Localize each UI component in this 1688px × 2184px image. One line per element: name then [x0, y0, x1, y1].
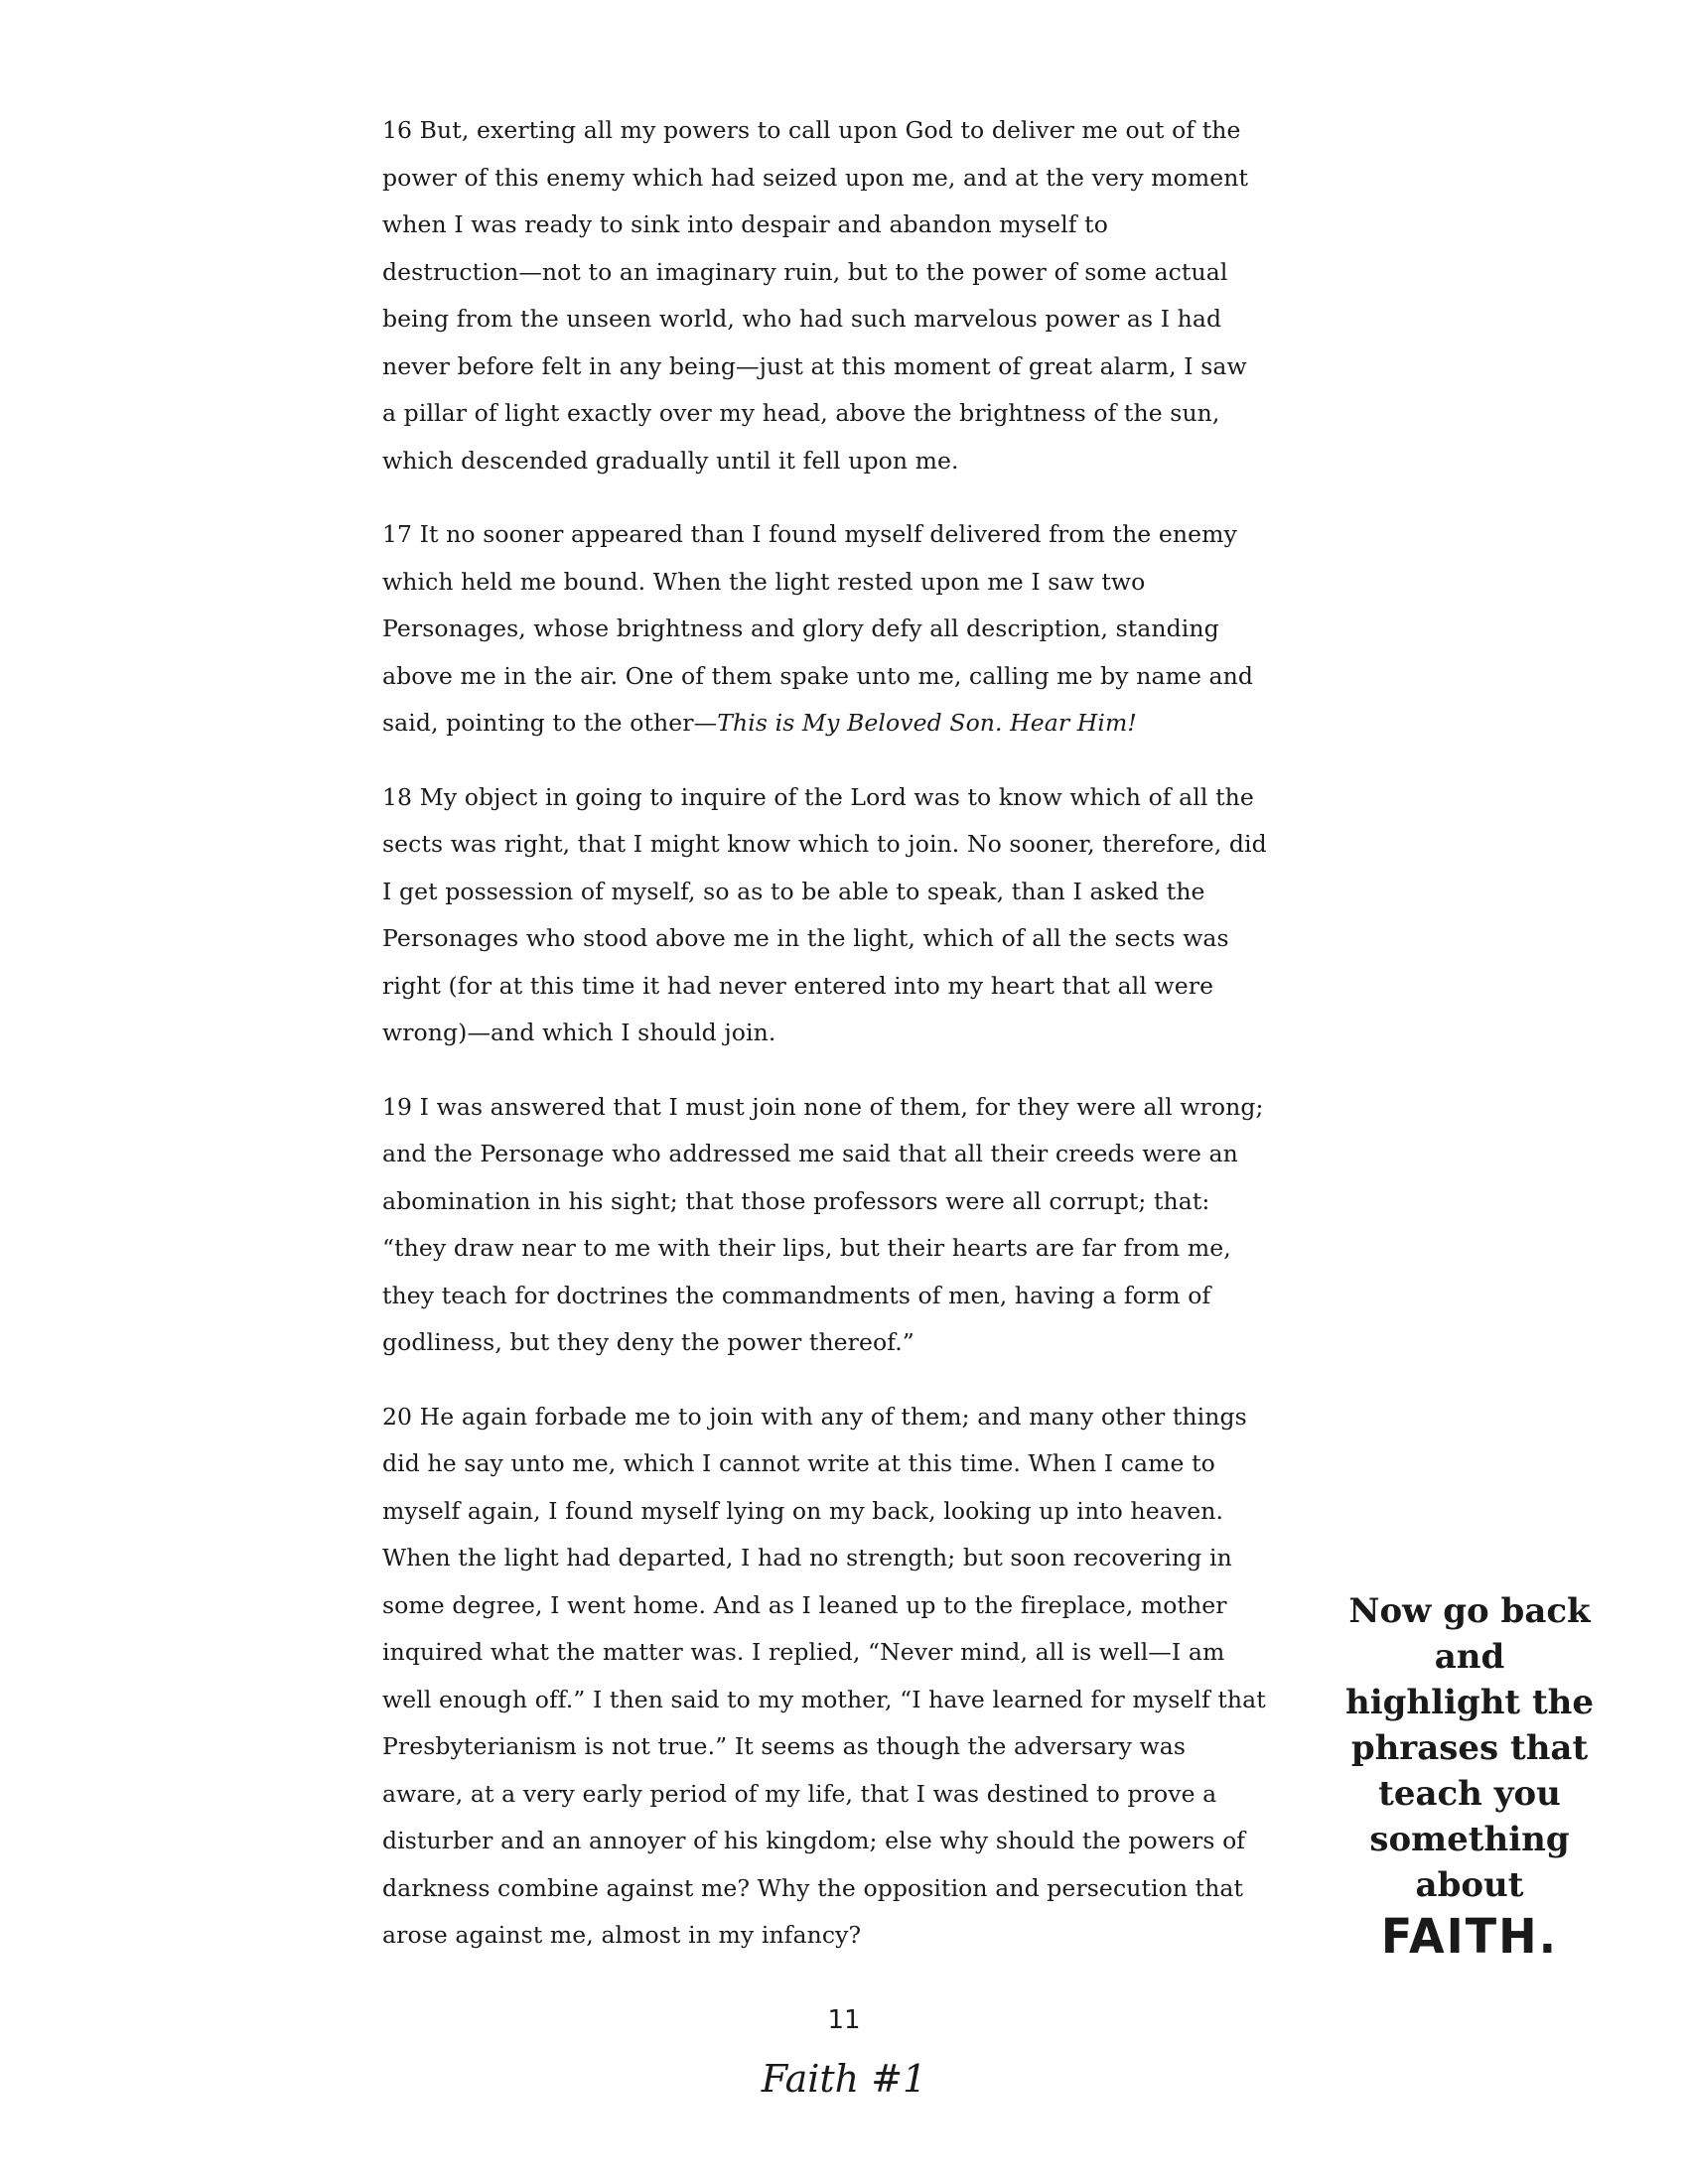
verse-text: 18 My object in going to inquire of the Lord was to know which of all the sects was right, that I might know which to join. No sooner, therefore, did I get possession of myself, so as to be able to speak, than I asked the Personages who stood above me in the light, which of all the sects was right (for at this time it had never entered into my heart that all were wrong)—and which I should join. — [382, 782, 1267, 1046]
faith-emphasis: FAITH. — [1380, 1907, 1559, 1965]
verse-17 — [382, 511, 1296, 748]
instruction-line: and — [1434, 1637, 1505, 1677]
verse-text: 16 But, exerting all my powers to call upon God to deliver me out of the power of this enemy which had seized upon me, and at the very moment when I was ready to sink into despair and abandon myself to destruction—not to an imaginary ruin, but to the power of some actual being from the unseen world, who had such marvelous power as I had never before felt in any being—just at this moment of great alarm, I saw a pillar of light exactly over my head, above the brightness of the sun, which descended gradually until it fell upon me. — [382, 116, 1249, 475]
footer-title: Faith #1 — [761, 2057, 927, 2101]
verse-16 — [382, 107, 1296, 484]
page-number: 11 — [827, 2005, 861, 2035]
instruction-line: something — [1369, 1820, 1570, 1859]
main-text — [382, 107, 1296, 1986]
instruction-line: teach you — [1378, 1774, 1561, 1814]
verse-20 — [382, 1394, 1296, 1960]
highlight-instruction — [1331, 1588, 1609, 1965]
instruction-line: phrases that — [1350, 1728, 1589, 1768]
verse-19 — [382, 1084, 1296, 1367]
instruction-line: highlight the — [1344, 1683, 1595, 1722]
verse-text: 20 He again forbade me to join with any of them; and many other things did he say unto me, which I cannot write at this time. When I came to myself again, I found myself lying on my back, looking up into heaven. When the light had departed, I had no strength; but soon recovering in some degree, I went home. And as I leaned up to the fireplace, mother inquired what the matter was. I replied, “Never mind, all is well—I am well enough off.” I then said to my mother, “I have learned for myself that Presbyterianism is not true.” It seems as though the adversary was aware, at a very early period of my life, that I was destined to prove a disturber and an annoyer of his kingdom; else why should the powers of darkness combine against me? Why the opposition and persecution that arose against me, almost in my infancy? — [382, 1402, 1266, 1949]
verse-quote: This is My Beloved Son. Hear Him! — [717, 709, 1137, 737]
verse-text: 19 I was answered that I must join none of them, for they were all wrong; and the Personage who addressed me said that all their creeds were an abomination in his sight; that those professors were all corrupt; that: “they draw near to me with their lips, but their hearts are far from me, they teach for doctrines the commandments of men, having a form of godliness, but they deny the power thereof.” — [382, 1092, 1264, 1356]
verse-18 — [382, 774, 1296, 1057]
verse-text: 17 It no sooner appeared than I found myself delivered from the enemy which held me bound. When the light rested upon me I saw two Personages, whose brightness and glory defy all description, standing above me in the air. One of them spake unto me, calling me by name and said, pointing to the other— — [382, 520, 1254, 737]
instruction-line: about — [1415, 1865, 1524, 1905]
instruction-line: Now go back — [1348, 1591, 1591, 1631]
